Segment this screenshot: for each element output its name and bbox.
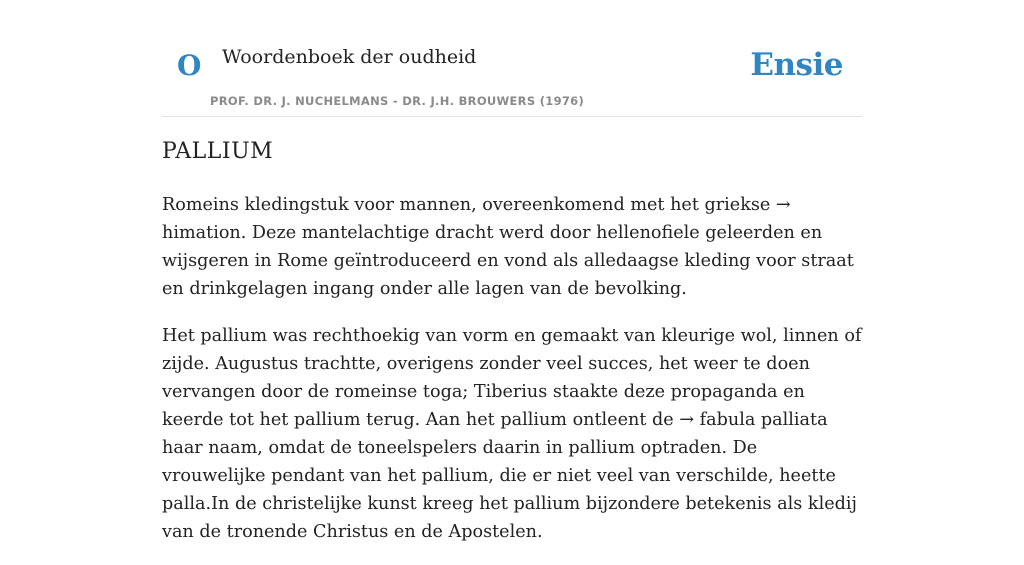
article-paragraph: Het pallium was rechthoekig van vorm en gemaakt van kleurige wol, linnen of zijde. Augustus trachtte, overigens zonder veel succes, het weer te doen vervangen door de romeinse toga; Tiberius staakte deze propaganda en keerde tot het pallium terug. Aan het pallium ontleent de → fabula palliata haar naam, omdat de toneelspelers daarin in pallium optraden. De vrouwelijke pendant van het pallium, die er niet veel van verschilde, heette palla.In de christelijke kunst kreeg het pallium bijzondere betekenis als kledij van de tronende Christus en de Apostelen. [162,325,862,542]
book-title-link[interactable]: Woordenboek der oudheid [222,46,477,68]
article [162,138,862,565]
page-header [162,0,862,117]
letter-index-link[interactable]: O [177,49,202,82]
entry-title: PALLIUM [162,139,274,164]
book-authors: PROF. DR. J. NUCHELMANS - DR. J.H. BROUWERS (1976) [210,94,585,108]
ensie-logo[interactable]: Ensie [750,47,843,83]
article-paragraph: Romeins kledingstuk voor mannen, overeenkomend met het griekse → himation. Deze mantelachtige dracht werd door hellenofiele geleerden en wijsgeren in Rome geïntroduceerd en vond als alledaagse kleding voor straat en drinkgelagen ingang onder alle lagen van de bevolking. [162,194,854,299]
